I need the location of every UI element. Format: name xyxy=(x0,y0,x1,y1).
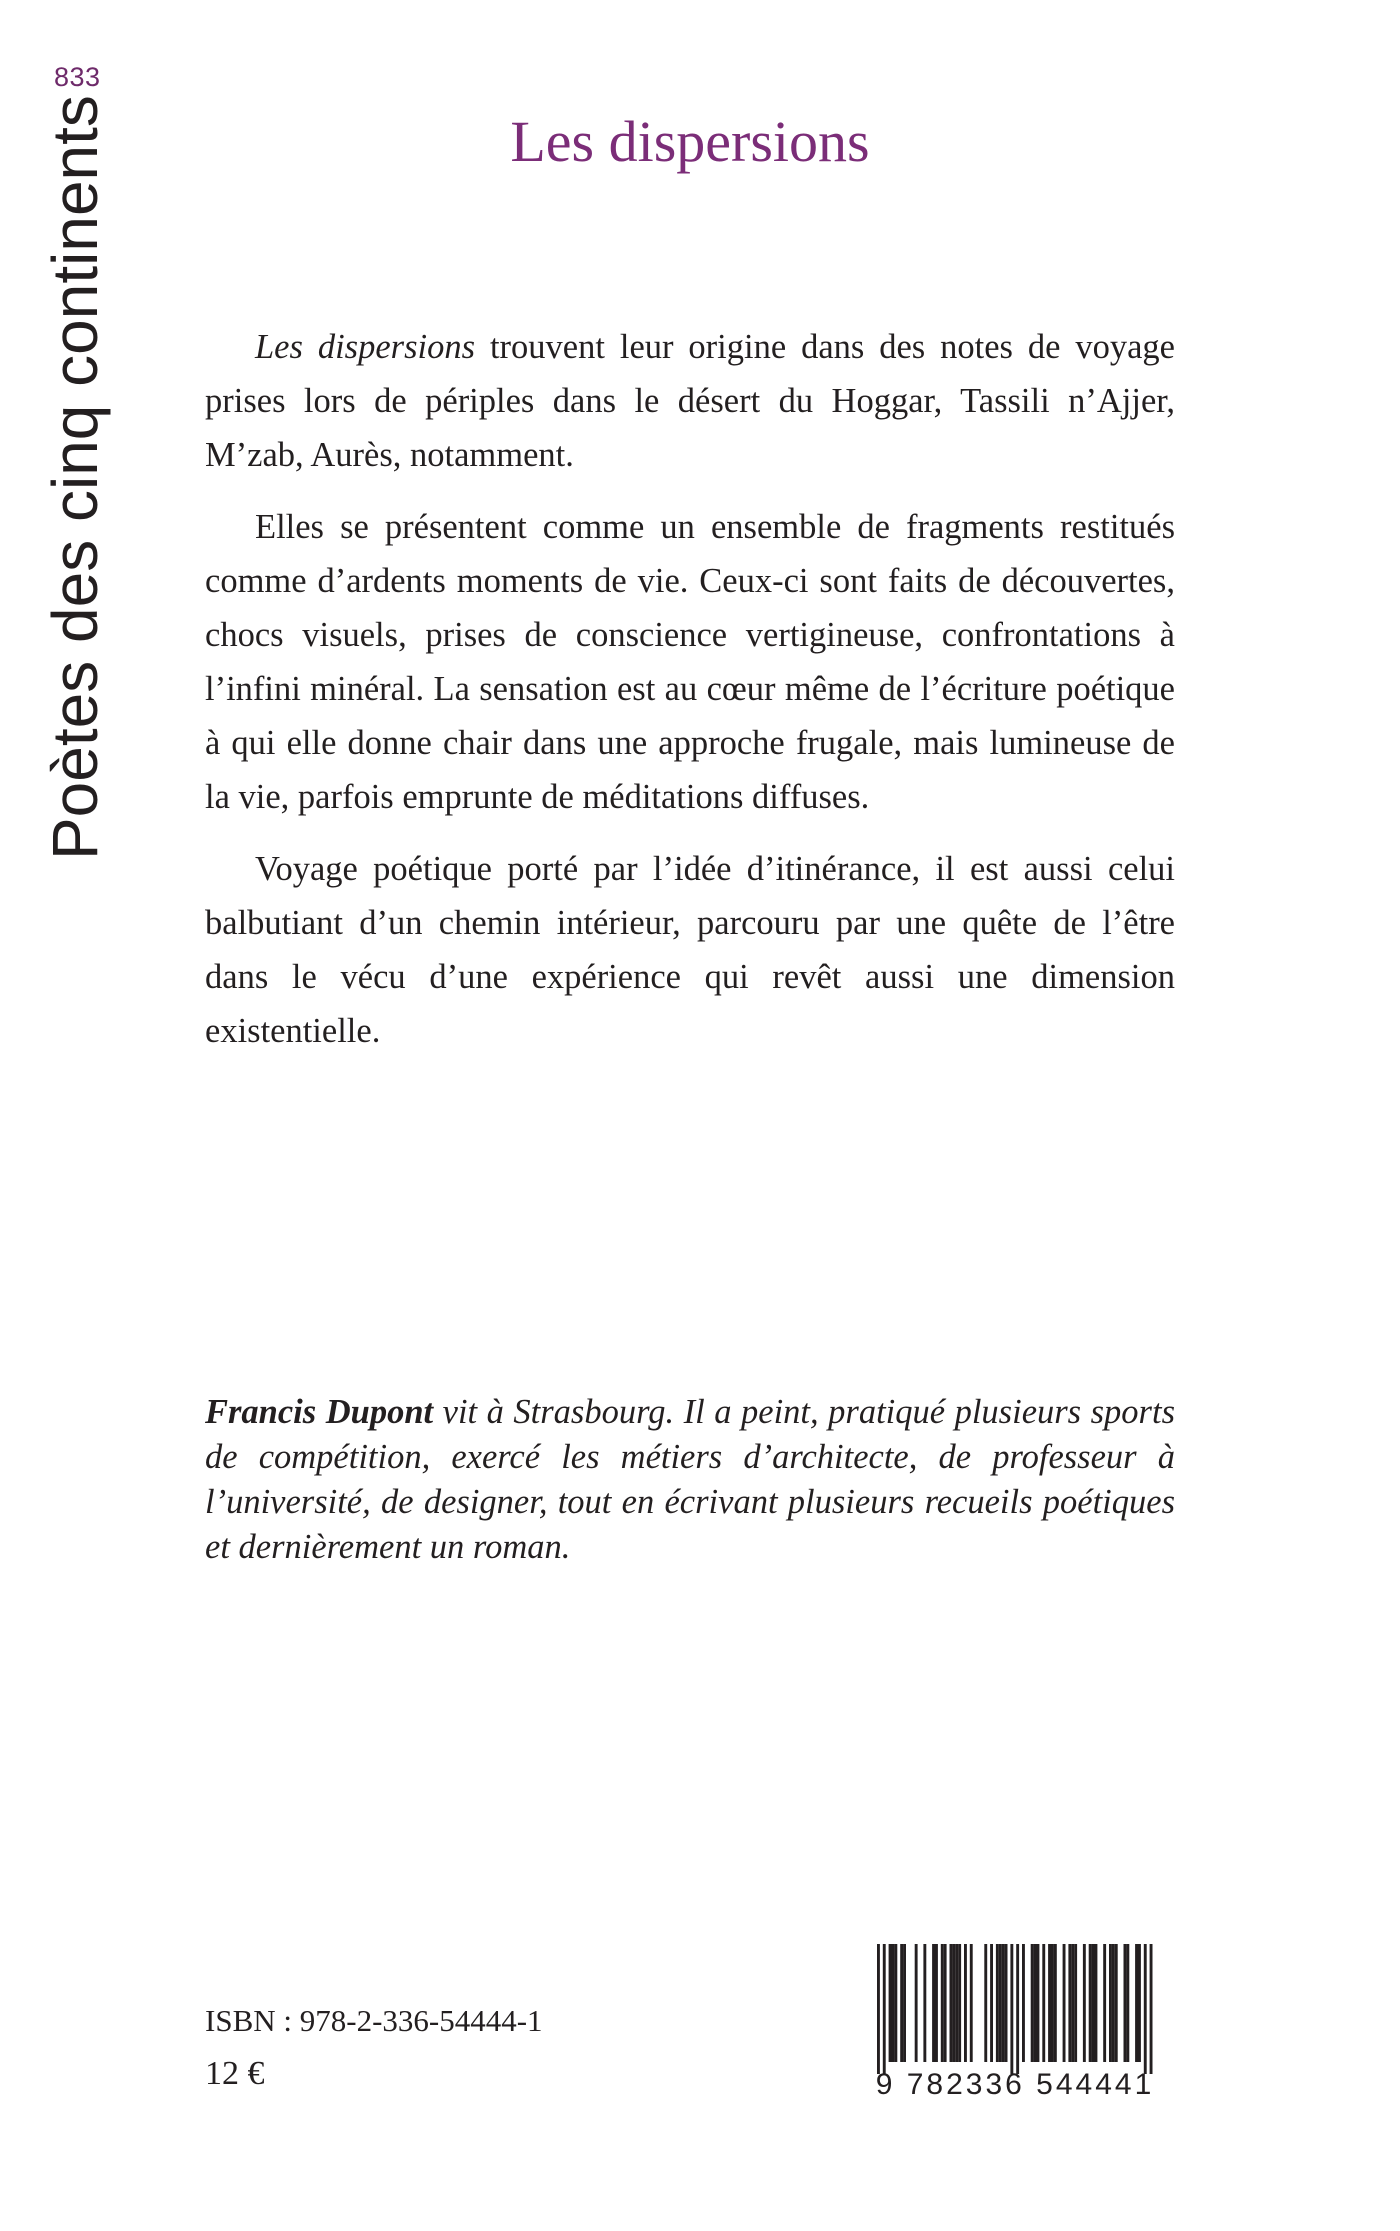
barcode-bar xyxy=(1112,1944,1115,2062)
barcode-bar xyxy=(1037,1944,1040,2062)
barcode-bar xyxy=(1095,1944,1098,2062)
barcode-bars xyxy=(877,1944,1153,2074)
barcode-bar xyxy=(935,1944,938,2062)
barcode-digits: 9 782336 544441 xyxy=(875,2068,1155,2100)
author-bio xyxy=(205,1390,1175,1570)
barcode-bar xyxy=(1150,1944,1153,2074)
barcode-bar xyxy=(941,1944,944,2062)
barcode-bar xyxy=(1054,1944,1057,2062)
barcode-bar xyxy=(996,1944,999,2062)
barcode-bar xyxy=(915,1944,918,2062)
barcode-bar xyxy=(932,1944,935,2062)
barcode-bar xyxy=(1002,1944,1005,2062)
barcode-bar xyxy=(1144,1944,1147,2074)
barcode-bar xyxy=(1005,1944,1008,2062)
barcode-bar xyxy=(1089,1944,1092,2062)
series-number: 833 xyxy=(54,62,101,92)
barcode-bar xyxy=(900,1944,903,2062)
barcode-bar xyxy=(958,1944,961,2062)
barcode-bar xyxy=(1115,1944,1118,2062)
barcode-bar xyxy=(1126,1944,1129,2062)
description-paragraph-2: Elles se présentent comme un ensemble de fragments restitués comme d’ardents moments de vie. Ceux-ci sont faits de découvertes, chocs visuels, prises de conscience vertigineuse, confrontations à l’infini minéral. La sensation est au cœur même de l’écriture poétique à qui elle donne chair dans une approche frugale, mais lumineuse de la vie, parfois emprunte de méditations diffuses. xyxy=(205,508,1175,816)
book-title: Les dispersions xyxy=(510,109,870,174)
barcode-bar xyxy=(970,1944,973,2062)
barcode-bar xyxy=(1042,1944,1045,2062)
barcode-bar xyxy=(1022,1944,1025,2062)
barcode xyxy=(855,1940,1175,2100)
barcode-bar xyxy=(1103,1944,1106,2062)
description xyxy=(205,320,1175,1076)
barcode-bar xyxy=(1048,1944,1051,2062)
barcode-bar xyxy=(999,1944,1002,2062)
isbn: ISBN : 978-2-336-54444-1 xyxy=(205,2003,543,2038)
barcode-bar xyxy=(1083,1944,1086,2062)
author-name: Francis Dupont xyxy=(205,1393,434,1431)
barcode-graphic xyxy=(855,1940,1175,2100)
barcode-bar xyxy=(1016,1944,1019,2074)
barcode-bar xyxy=(950,1944,953,2062)
barcode-bar xyxy=(1010,1944,1013,2074)
barcode-bar xyxy=(984,1944,987,2062)
barcode-bar xyxy=(1124,1944,1127,2062)
barcode-bar xyxy=(923,1944,926,2062)
barcode-bar xyxy=(964,1944,967,2062)
barcode-bar xyxy=(1031,1944,1034,2062)
barcode-bar xyxy=(892,1944,895,2062)
series-name: Poètes des cinq continents xyxy=(39,95,111,860)
barcode-bar xyxy=(1109,1944,1112,2062)
barcode-bar xyxy=(877,1944,880,2074)
barcode-bar xyxy=(952,1944,955,2062)
description-paragraph-3: Voyage poétique porté par l’idée d’itinérance, il est aussi celui balbutiant d’un chemin intérieur, parcouru par une quête de l’être dans le vécu d’une expérience qui revêt aussi une dimension existentielle. xyxy=(205,850,1175,1050)
description-title-italic: Les dispersions xyxy=(255,328,476,366)
barcode-bar xyxy=(1074,1944,1077,2062)
barcode-bar xyxy=(1063,1944,1066,2062)
barcode-bar xyxy=(944,1944,947,2062)
barcode-bar xyxy=(990,1944,993,2062)
barcode-bar xyxy=(1034,1944,1037,2062)
barcode-bar xyxy=(1135,1944,1138,2062)
barcode-bar xyxy=(1068,1944,1071,2062)
barcode-bar xyxy=(955,1944,958,2062)
price: 12 € xyxy=(205,2055,265,2092)
barcode-bar xyxy=(889,1944,892,2062)
author-bio-text: vit à Strasbourg. Il a peint, pratiqué plusieurs sports de compétition, exercé les métiers d’architecte, de professeur à l’université, de designer, tout en écrivant plusieurs recueils poétiques et dernièrement un roman. xyxy=(205,1393,1175,1566)
barcode-bar xyxy=(1138,1944,1141,2062)
barcode-bar xyxy=(1092,1944,1095,2062)
barcode-bar xyxy=(883,1944,886,2074)
barcode-bar xyxy=(903,1944,906,2062)
barcode-bar xyxy=(894,1944,897,2062)
barcode-bar xyxy=(1071,1944,1074,2062)
barcode-bar xyxy=(1051,1944,1054,2062)
description-paragraph-1-text: trouvent leur origine dans des notes de voyage prises lors de périples dans le désert du Hoggar, Tassili n’Ajjer, M’zab, Aurès, notamment. xyxy=(205,328,1175,474)
description-paragraph-1 xyxy=(205,320,1175,482)
